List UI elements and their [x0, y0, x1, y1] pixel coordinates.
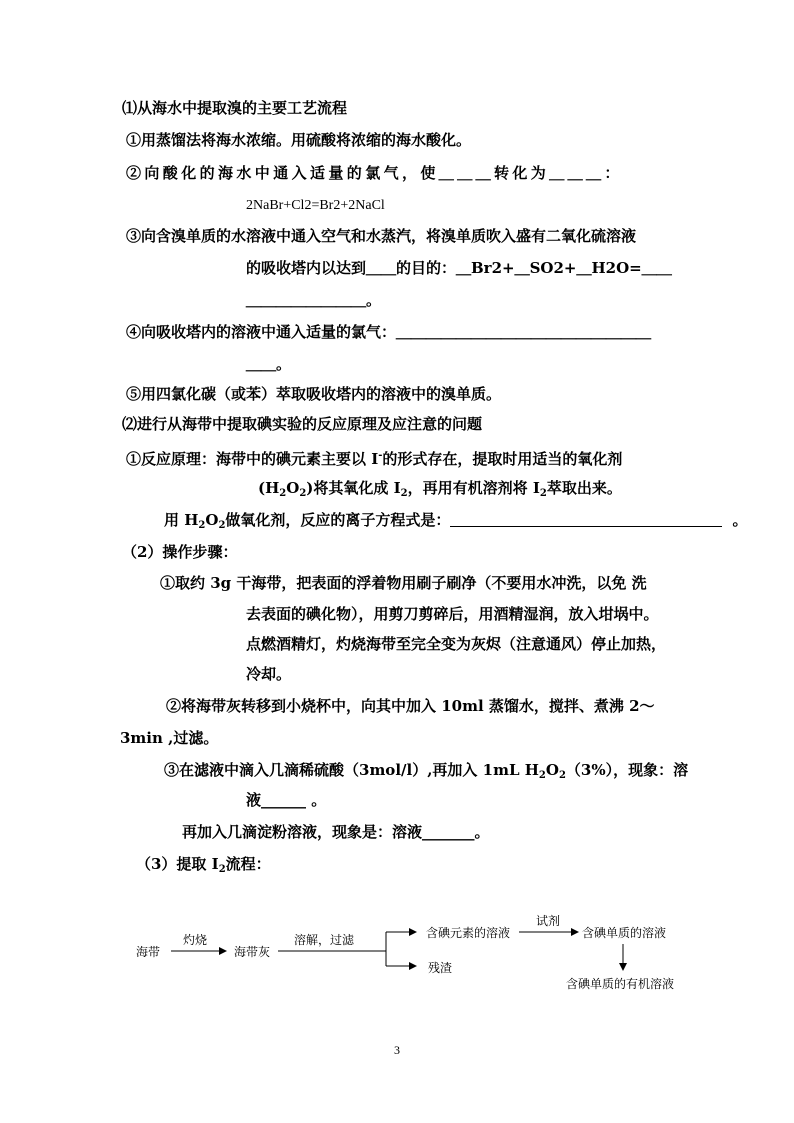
section2-principle-line1: ①反应原理：海带中的碘元素主要以 I-的形式存在，提取时用适当的氧化剂 — [126, 450, 623, 468]
flow-node-iodine-solution: 含碘单质的溶液 — [582, 926, 667, 940]
section3-op2-line1: ②将海带灰转移到小烧杯中，向其中加入 10ml 蒸馏水，搅拌、煮沸 2～ — [166, 697, 655, 715]
flow-edge-reagent: 试剂 — [536, 914, 561, 928]
flow-node-seaweed: 海带 — [136, 945, 161, 959]
section1-step4-line2: ＿＿。 — [246, 355, 292, 373]
flow-edge-dissolve: 溶解，过滤 — [294, 933, 355, 947]
flow-node-organic-solution: 含碘单质的有机溶液 — [566, 977, 675, 991]
section1-step5: ⑤用四氯化碳（或苯）萃取吸收塔内的溶液中的溴单质。 — [126, 385, 502, 403]
section3-op1-line3: 点燃酒精灯，灼烧海带至完全变为灰烬（注意通风）停止加热， — [246, 635, 667, 653]
section3-op4: 再加入几滴淀粉溶液，现象是：溶液_______。 — [182, 823, 490, 841]
section1-step2-equation: 2NaBr+Cl2=Br2+2NaCl — [246, 198, 385, 213]
flow-node-ash: 海带灰 — [234, 945, 271, 959]
section1-step3-line3: ＿＿＿＿＿＿＿＿。 — [246, 291, 382, 309]
section1-step3-line2: 的吸收塔内以达到＿＿的目的：＿Br2+＿SO2+＿H2O=＿＿ — [246, 259, 672, 277]
section3-title: （2）操作步骤： — [122, 543, 238, 561]
section1-title: ⑴从海水中提取溴的主要工艺流程 — [122, 99, 348, 117]
section3-op1-line1: ①取约 3g 干海带，把表面的浮着物用刷子刷净（不要用水冲洗，以免 洗 — [160, 574, 647, 592]
section2-title: ⑵进行从海带中提取碘实验的反应原理及应注意的问题 — [122, 415, 483, 433]
flow-node-residue: 残渣 — [428, 961, 453, 975]
section3-op3-line2: 液______ 。 — [246, 791, 327, 809]
section2-ionic-equation: 用 $H_2O_2$做氧化剂，反应的离子方程式是： 。 — [164, 511, 748, 531]
flow-node-iodide-solution: 含碘元素的溶液 — [426, 926, 511, 940]
section1-step1: ①用蒸馏法将海水浓缩。用硫酸将浓缩的海水酸化。 — [126, 131, 472, 149]
flow-edge-burn: 灼烧 — [183, 933, 208, 947]
section3-op1-line2: 去表面的碘化物），用剪刀剪碎后，用酒精湿润，放入坩埚中。 — [246, 605, 659, 623]
section3-op2-line2: 3min ,过滤。 — [120, 729, 219, 747]
section3-op1-line4: 冷却。 — [246, 665, 292, 683]
section4-title: （3）提取 $I_2$流程： — [136, 855, 271, 875]
section1-step4-line1: ④向吸收塔内的溶液中通入适量的氯气：＿＿＿＿＿＿＿＿＿＿＿＿＿＿＿＿＿ — [126, 323, 652, 341]
page-number: 3 — [394, 1043, 400, 1057]
section1-step2: ②向酸化的海水中通入适量的氯气，使＿＿＿转化为＿＿＿： — [126, 164, 623, 182]
section3-op3-line1: ③在滤液中滴入几滴稀硫酸（3mol/l）,再加入 1mL $H_2O_2(3\%)$，现象：溶 — [164, 761, 689, 781]
section1-step3-line1: ③向含溴单质的水溶液中通入空气和水蒸汽，将溴单质吹入盛有二氧化硫溶液 — [126, 227, 637, 245]
section2-principle-line2: $(H_2O_2)$将其氧化成 $I_2$，再用有机溶剂将 $I_2$萃取出来。 — [258, 479, 622, 499]
